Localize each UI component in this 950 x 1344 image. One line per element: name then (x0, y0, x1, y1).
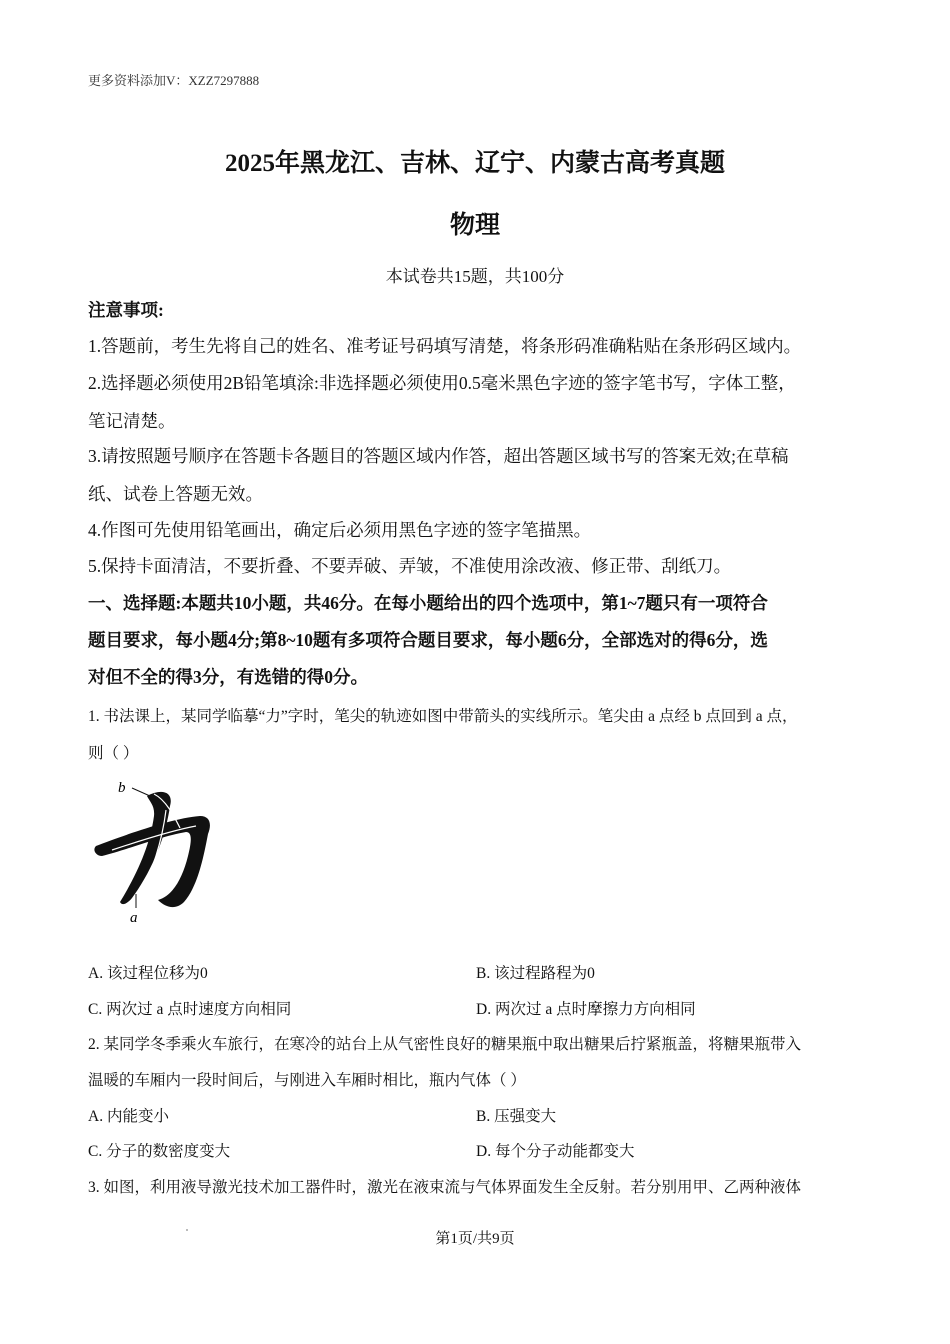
label-b-leader (132, 788, 150, 796)
q2-option-c[interactable]: C. 分子的数密度变大 (88, 1143, 231, 1160)
calligraphy-figure (92, 776, 214, 924)
notice-heading: 注意事项: (88, 300, 164, 320)
q2-stem-cont: 温暖的车厢内一段时间后，与刚进入车厢时相比，瓶内气体（ ） (88, 1072, 526, 1089)
q1-option-c[interactable]: C. 两次过 a 点时速度方向相同 (88, 1001, 292, 1018)
exam-title: 2025年黑龙江、吉林、辽宁、内蒙古高考真题 (224, 150, 725, 177)
q1-option-b[interactable]: B. 该过程路程为0 (476, 965, 595, 982)
q3-stem: 3. 如图，利用液导激光技术加工器件时，激光在液束流与气体界面发生全反射。若分别用甲、乙两种液体 (88, 1179, 802, 1196)
notice-line-5: 5.保持卡面清洁，不要折叠、不要弄破、弄皱，不准使用涂改液、修正带、刮纸刀。 (88, 556, 732, 576)
notice-line-2: 2.选择题必须使用2B铅笔填涂:非选择题必须使用0.5毫米黑色字迹的签字笔书写，字体工整， (88, 373, 796, 393)
subject-title: 物理 (449, 212, 500, 239)
q1-stem-cont: 则（ ） (88, 745, 139, 762)
exam-summary: 本试卷共15题，共100分 (385, 267, 565, 286)
q2-option-a[interactable]: A. 内能变小 (88, 1108, 169, 1125)
notice-line-3-cont: 纸、试卷上答题无效。 (88, 484, 263, 504)
notice-line-1: 1.答题前，考生先将自己的姓名、准考证号码填写清楚，将条形码准确粘贴在条形码区域内。 (88, 336, 802, 356)
li-character-drawing (92, 776, 214, 924)
q2-stem: 2. 某同学冬季乘火车旅行，在寒冷的站台上从气密性良好的糖果瓶中取出糖果后拧紧瓶盖，将糖果瓶带入 (88, 1036, 802, 1053)
q2-option-d[interactable]: D. 每个分子动能都变大 (476, 1143, 635, 1160)
q2-option-b[interactable]: B. 压强变大 (476, 1108, 557, 1125)
q1-option-a[interactable]: A. 该过程位移为0 (88, 965, 208, 982)
point-a-label: a (130, 910, 138, 924)
section1-line-1: 一、选择题:本题共10小题，共46分。在每小题给出的四个选项中，第1~7题只有一项符合 (88, 593, 768, 613)
q1-stem: 1. 书法课上，某同学临摹“力”字时，笔尖的轨迹如图中带箭头的实线所示。笔尖由 a 点经 b 点回到 a 点， (88, 708, 798, 725)
section1-line-2: 题目要求，每小题4分;第8~10题有多项符合题目要求，每小题6分，全部选对的得6分，选 (88, 630, 768, 650)
notice-line-3: 3.请按照题号顺序在答题卡各题目的答题区域内作答，超出答题区域书写的答案无效;在草稿 (88, 446, 789, 466)
section1-line-3: 对但不全的得3分，有选错的得0分。 (88, 667, 368, 687)
point-b-label: b (118, 780, 126, 796)
header-note: 更多资料添加V：XZZ7297888 (88, 73, 260, 88)
q1-option-d[interactable]: D. 两次过 a 点时摩擦力方向相同 (476, 1001, 696, 1018)
notice-line-4: 4.作图可先使用铅笔画出，确定后必须用黑色字迹的签字笔描黑。 (88, 520, 592, 540)
page-footer: 第1页/共9页 (435, 1231, 515, 1247)
notice-line-2-cont: 笔记清楚。 (88, 411, 176, 431)
